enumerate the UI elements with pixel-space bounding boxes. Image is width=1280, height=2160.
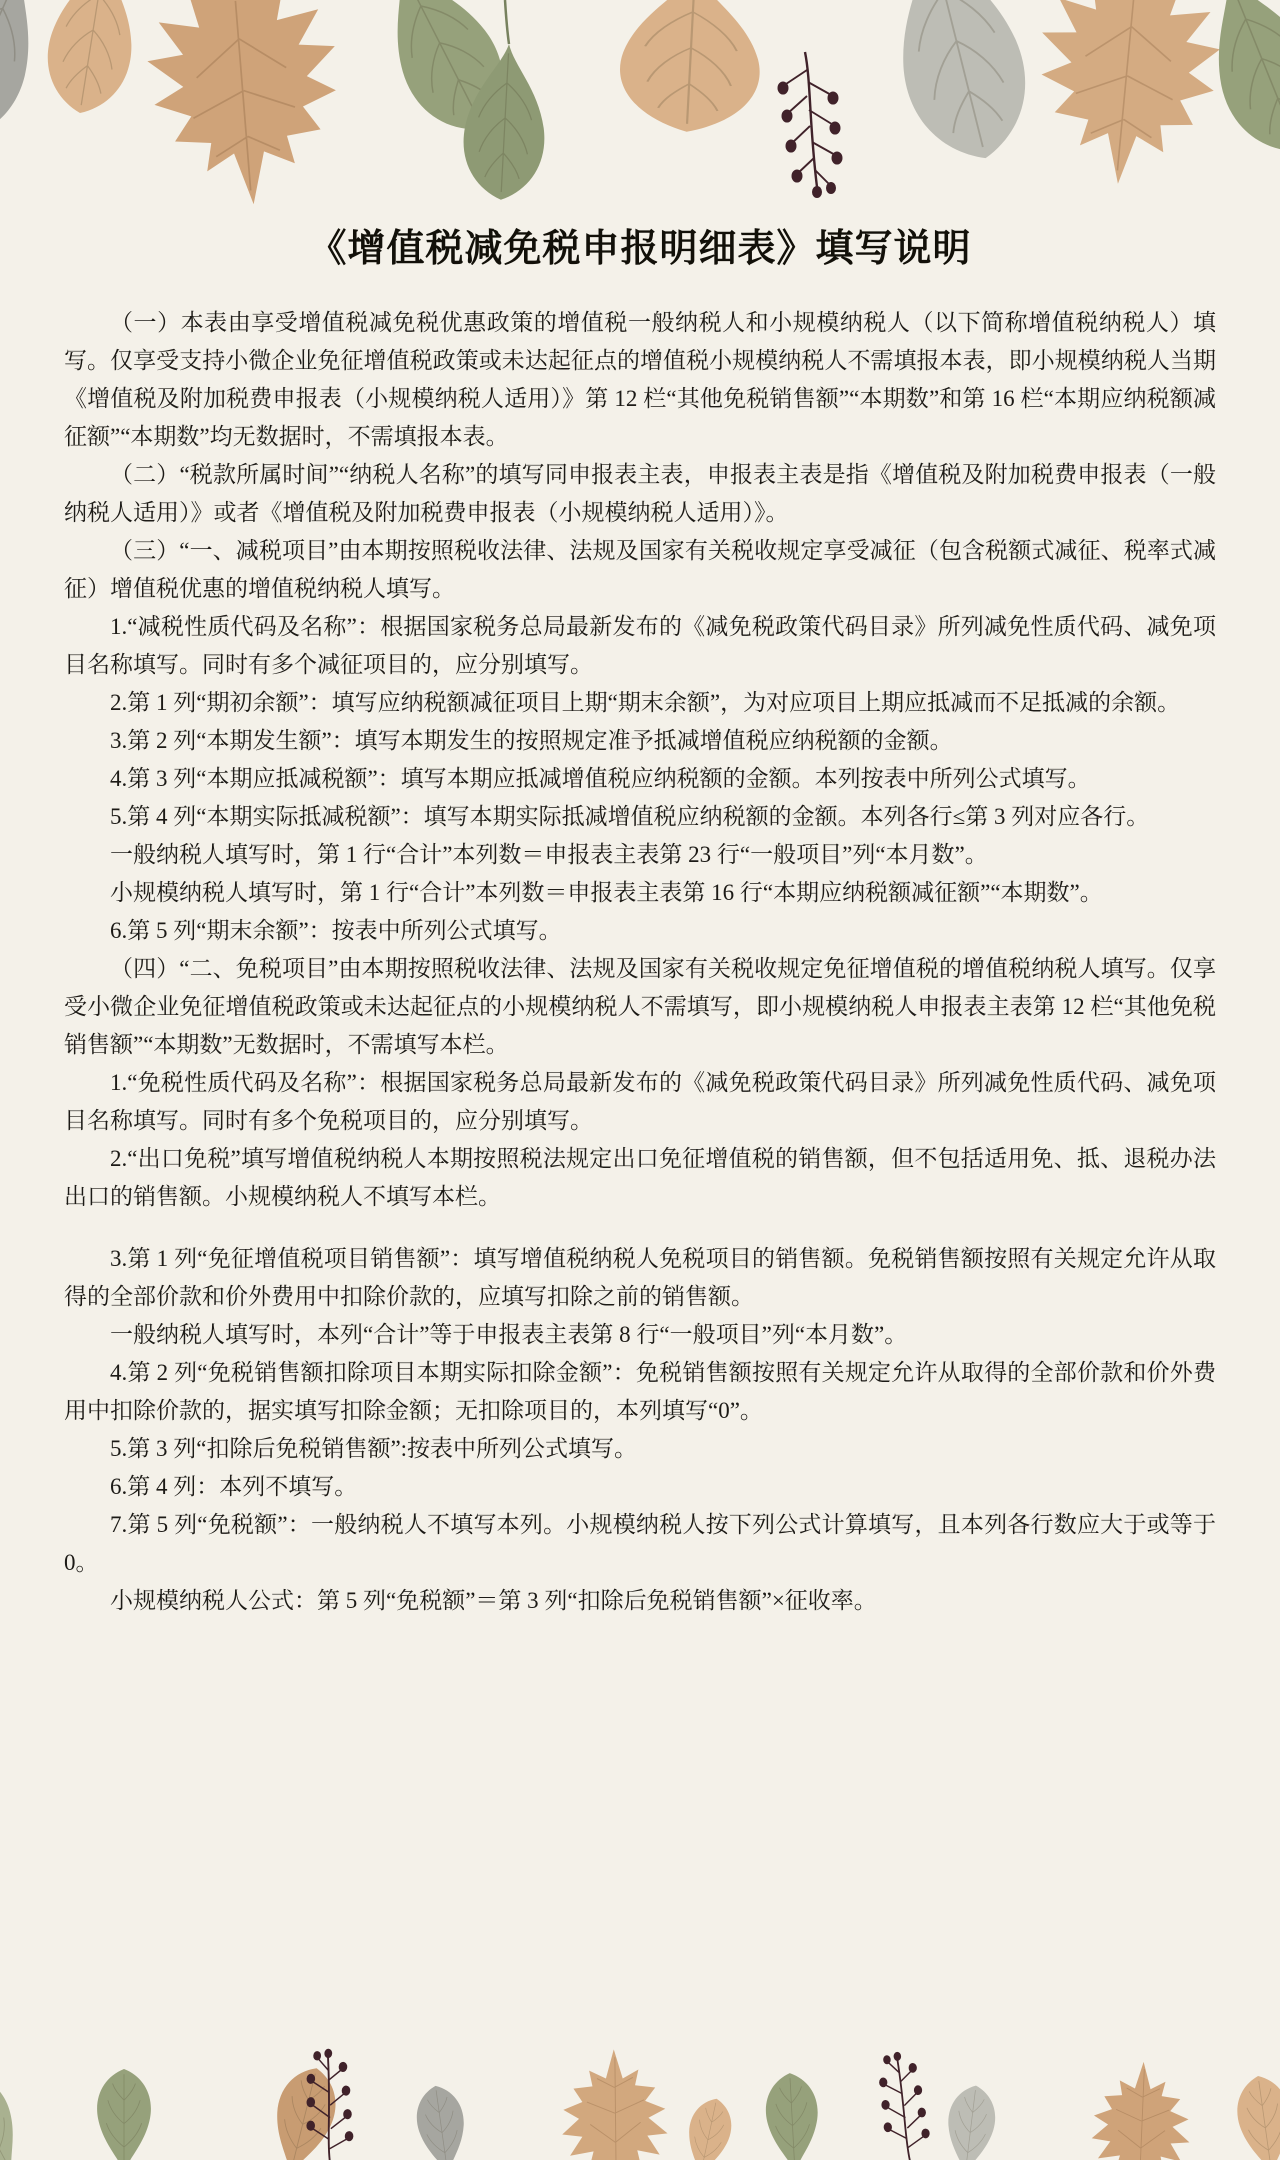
paragraph: 2.“出口免税”填写增值税纳税人本期按照税法规定出口免征增值税的销售额，但不包括适用免、抵、退税办法出口的销售额。小规模纳税人不填写本栏。 xyxy=(64,1146,1216,1209)
document-body xyxy=(64,224,1216,1620)
tan-leaf-icon xyxy=(617,0,765,135)
paragraph: 6.第 5 列“期末余额”：按表中所列公式填写。 xyxy=(110,918,562,943)
paragraph: 5.第 3 列“扣除后免税销售额”:按表中所列公式填写。 xyxy=(110,1436,638,1461)
paragraph-list xyxy=(64,304,1216,1620)
paragraph: 一般纳税人填写时，第 1 行“合计”本列数＝申报表主表第 23 行“一般项目”列“本月数”。 xyxy=(110,842,988,867)
green-leaf-icon xyxy=(461,42,550,202)
tan-leaf-icon xyxy=(1232,2072,1280,2160)
berry-sprig-icon xyxy=(878,2051,930,2160)
paragraph: 1.“减税性质代码及名称”：根据国家税务总局最新发布的《减免税政策代码目录》所列减免性质代码、减免项目名称填写。同时有多个减征项目的，应分别填写。 xyxy=(64,614,1216,677)
maple-leaf-icon xyxy=(1090,2059,1194,2160)
paragraph: 4.第 2 列“免税销售额扣除项目本期实际扣除金额”：免税销售额按照有关规定允许从取得的全部价款和价外费用中扣除价款的，据实填写扣除金额；无扣除项目的，本列填写“0”。 xyxy=(64,1360,1216,1423)
paragraph: （一）本表由享受增值税减免税优惠政策的增值税一般纳税人和小规模纳税人（以下简称增值税纳税人）填写。仅享受支持小微企业免征增值税政策或未达起征点的增值税小规模纳税人不需填报本表，即小规模纳税人当期《增值税及附加税费申报表（小规模纳税人适用）》第 12 栏“其他免税销售额”“本期数”和第 16 栏“本期应纳税额减征额”“本期数”均无数据时，不需填报本表。 xyxy=(64,310,1216,449)
paragraph: （二）“税款所属时间”“纳税人名称”的填写同申报表主表，申报表主表是指《增值税及附加税费申报表（一般纳税人适用）》或者《增值税及附加税费申报表（小规模纳税人适用）》。 xyxy=(64,462,1216,525)
paragraph: 一般纳税人填写时，本列“合计”等于申报表主表第 8 行“一般项目”列“本月数”。 xyxy=(110,1322,908,1347)
autumn-leaves-bottom-decoration xyxy=(0,2045,1280,2160)
green-leaf-icon xyxy=(0,2063,37,2160)
green-leaf-icon xyxy=(1249,0,1280,103)
paragraph: （三）“一、减税项目”由本期按照税收法律、法规及国家有关税收规定享受减征（包含税额式减征、税率式减征）增值税优惠的增值税纳税人填写。 xyxy=(64,538,1216,601)
paragraph: 小规模纳税人公式：第 5 列“免税额”＝第 3 列“扣除后免税销售额”×征收率。 xyxy=(110,1588,877,1613)
paragraph: 6.第 4 列：本列不填写。 xyxy=(110,1474,358,1499)
green-leaf-icon xyxy=(358,0,526,151)
berry-sprig-icon xyxy=(301,2048,359,2160)
tan-leaf-icon xyxy=(262,2061,344,2160)
page-title: 《增值税减免税申报明细表》填写说明 xyxy=(308,228,972,270)
paragraph: 3.第 2 列“本期发生额”：填写本期发生的按照规定准予抵减增值税应纳税额的金额。 xyxy=(110,728,953,753)
maple-leaf-icon xyxy=(562,2049,667,2160)
paragraph: （四）“二、免税项目”由本期按照税收法律、法规及国家有关税收规定免征增值税的增值税纳税人填写。仅享受小微企业免征增值税政策或未达起征点的小规模纳税人不需填写，即小规模纳税人申报表主表第 12 栏“其他免税销售额”“本期数”无数据时，不需填写本栏。 xyxy=(64,956,1216,1057)
leaf-stem xyxy=(505,0,509,44)
paragraph: 7.第 5 列“免税额”：一般纳税人不填写本列。小规模纳税人按下列公式计算填写，且本列各行数应大于或等于 0。 xyxy=(64,1512,1216,1575)
gray-leaf-icon xyxy=(942,2083,999,2160)
autumn-leaves-top-decoration xyxy=(0,0,1280,215)
paragraph: 2.第 1 列“期初余额”：填写应纳税额减征项目上期“期末余额”，为对应项目上期应抵减而不足抵减的余额。 xyxy=(110,690,1181,715)
paragraph: 1.“免税性质代码及名称”：根据国家税务总局最新发布的《减免税政策代码目录》所列减免性质代码、减免项目名称填写。同时有多个免税项目的，应分别填写。 xyxy=(64,1070,1216,1133)
paragraph: 5.第 4 列“本期实际抵减税额”：填写本期实际抵减增值税应纳税额的金额。本列各行≤第 3 列对应各行。 xyxy=(110,804,1150,829)
paragraph: 小规模纳税人填写时，第 1 行“合计”本列数＝申报表主表第 16 行“本期应纳税额减征额”“本期数”。 xyxy=(110,880,1103,905)
berry-sprig-icon xyxy=(778,52,842,198)
green-leaf-icon xyxy=(97,2069,151,2160)
paragraph: 4.第 3 列“本期应抵减税额”：填写本期应抵减增值税应纳税额的金额。本列按表中所列公式填写。 xyxy=(110,766,1091,791)
paragraph: 3.第 1 列“免征增值税项目销售额”：填写增值税纳税人免税项目的销售额。免税销售额按照有关规定允许从取得的全部价款和价外费用中扣除价款的，应填写扣除之前的销售额。 xyxy=(64,1246,1216,1309)
gray-leaf-icon xyxy=(0,0,67,159)
gray-leaf-icon xyxy=(412,2083,471,2160)
tan-leaf-icon xyxy=(680,2094,737,2160)
green-leaf-icon xyxy=(764,2072,821,2160)
maple-leaf-icon xyxy=(1027,0,1226,193)
tan-leaf-icon xyxy=(39,0,146,120)
gray-leaf-icon xyxy=(872,0,1043,173)
maple-leaf-icon xyxy=(143,0,346,211)
green-leaf-icon xyxy=(1182,0,1280,170)
